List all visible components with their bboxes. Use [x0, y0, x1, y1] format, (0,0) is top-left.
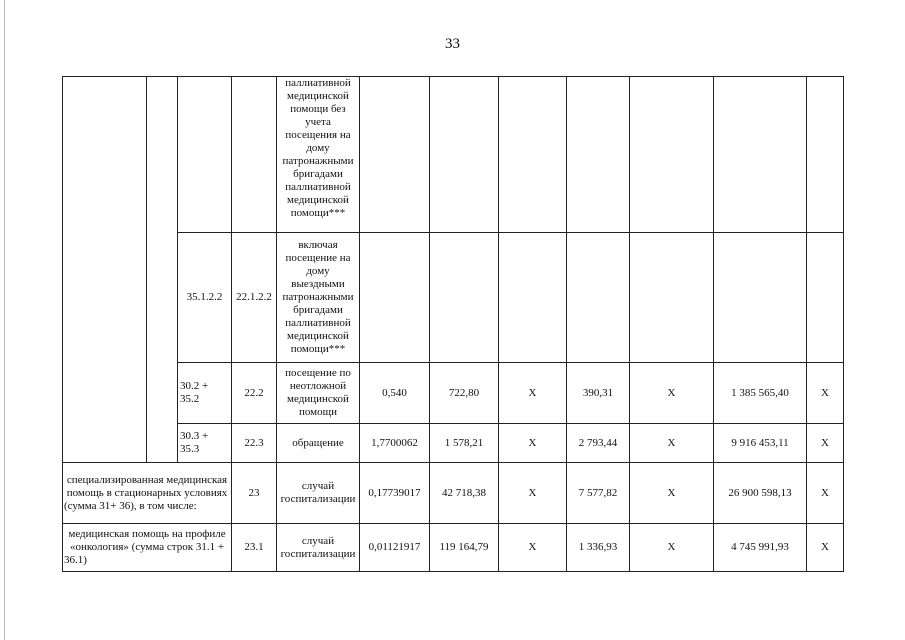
value-cell: 722,80: [430, 363, 499, 424]
value-cell: [630, 77, 714, 233]
code-a-cell: [178, 77, 232, 233]
value-cell: [714, 233, 807, 363]
value-cell: 1 336,93: [567, 524, 630, 572]
value-cell: Х: [630, 363, 714, 424]
value-cell: [430, 77, 499, 233]
value-cell: 26 900 598,13: [714, 463, 807, 524]
name-cell: паллиативной медицинской помощи без учета посещения на дому патронажными бригадами паллиативной медицинской помощи***: [277, 77, 360, 233]
value-cell: 4 745 991,93: [714, 524, 807, 572]
code-b-cell: 22.3: [232, 424, 277, 463]
value-cell: 7 577,82: [567, 463, 630, 524]
value-cell: [360, 233, 430, 363]
merged-blank-cell: [147, 77, 178, 463]
row-label-cell: специализированная медицинская помощь в стационарных условиях (сумма 31+ 36), в том числе:: [63, 463, 232, 524]
code-b-cell: 22.1.2.2: [232, 233, 277, 363]
value-cell: 2 793,44: [567, 424, 630, 463]
name-cell: посещение по неотложной медицинской помощи: [277, 363, 360, 424]
page-left-edge: [4, 0, 5, 640]
code-b-cell: 22.2: [232, 363, 277, 424]
value-cell: 0,01121917: [360, 524, 430, 572]
value-cell: [499, 77, 567, 233]
value-cell: Х: [807, 424, 844, 463]
table-row: [63, 77, 844, 233]
name-cell: случай госпитализации: [277, 524, 360, 572]
value-cell: Х: [630, 463, 714, 524]
code-b-cell: 23.1: [232, 524, 277, 572]
value-cell: [430, 233, 499, 363]
code-b-cell: 23: [232, 463, 277, 524]
value-cell: 42 718,38: [430, 463, 499, 524]
value-cell: Х: [499, 524, 567, 572]
value-cell: 9 916 453,11: [714, 424, 807, 463]
value-cell: 1,7700062: [360, 424, 430, 463]
value-cell: [714, 77, 807, 233]
value-cell: 0,540: [360, 363, 430, 424]
page-number: 33: [445, 36, 460, 52]
value-cell: [567, 233, 630, 363]
name-cell: обращение: [277, 424, 360, 463]
table-row: [63, 233, 844, 363]
value-cell: [499, 233, 567, 363]
data-table: [62, 76, 844, 572]
value-cell: Х: [499, 463, 567, 524]
value-cell: [567, 77, 630, 233]
value-cell: Х: [807, 363, 844, 424]
code-a-cell: 35.1.2.2: [178, 233, 232, 363]
code-b-cell: [232, 77, 277, 233]
table-row: [63, 424, 844, 463]
value-cell: Х: [630, 424, 714, 463]
value-cell: [807, 77, 844, 233]
table-row: [63, 463, 844, 524]
name-cell: случай госпитализации: [277, 463, 360, 524]
table-row: [63, 363, 844, 424]
value-cell: [807, 233, 844, 363]
value-cell: 119 164,79: [430, 524, 499, 572]
value-cell: Х: [499, 424, 567, 463]
name-cell: включая посещение на дому выездными патронажными бригадами паллиативной медицинской помощи***: [277, 233, 360, 363]
value-cell: 390,31: [567, 363, 630, 424]
code-a-cell: 30.2 + 35.2: [178, 363, 232, 424]
value-cell: Х: [807, 524, 844, 572]
merged-blank-cell: [63, 77, 147, 463]
table-row: [63, 524, 844, 572]
value-cell: 0,17739017: [360, 463, 430, 524]
value-cell: Х: [630, 524, 714, 572]
value-cell: Х: [499, 363, 567, 424]
value-cell: [360, 77, 430, 233]
value-cell: 1 385 565,40: [714, 363, 807, 424]
row-label-cell: медицинская помощь на профиле «онкология» (сумма строк 31.1 + 36.1): [63, 524, 232, 572]
value-cell: [630, 233, 714, 363]
value-cell: 1 578,21: [430, 424, 499, 463]
code-a-cell: 30.3 + 35.3: [178, 424, 232, 463]
value-cell: Х: [807, 463, 844, 524]
